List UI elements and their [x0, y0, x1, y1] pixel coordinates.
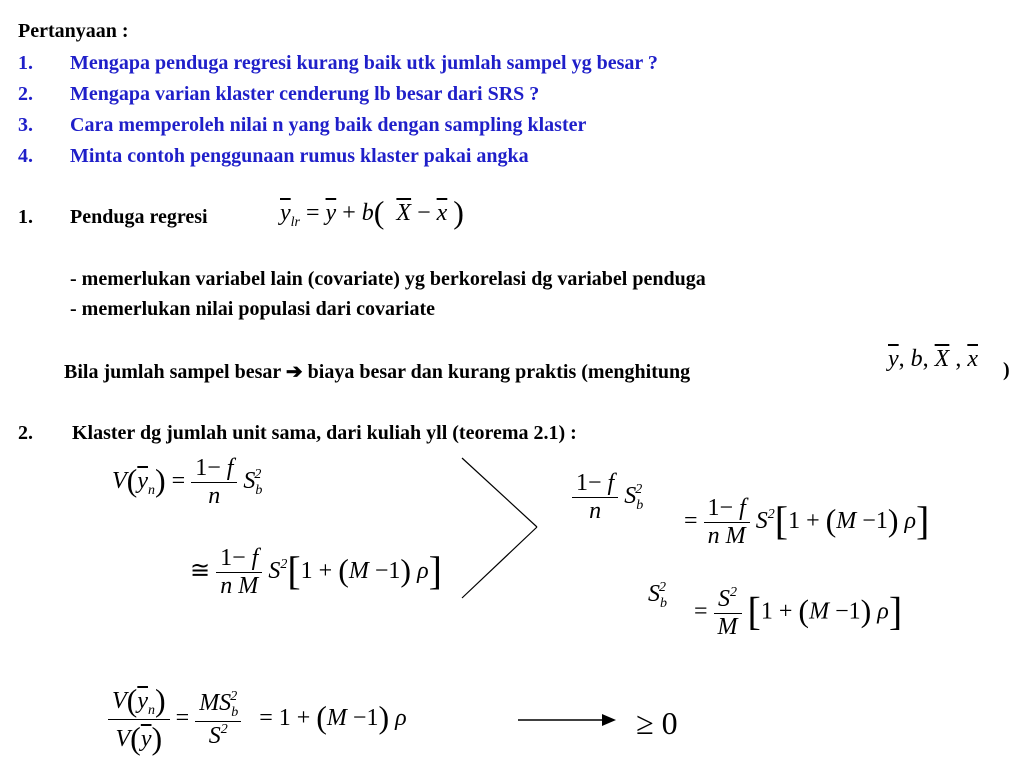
- answer-1-num: 1.: [18, 206, 33, 228]
- question-3-text: Cara memperoleh nilai n yang baik dengan sampling klaster: [70, 114, 587, 136]
- result-nonnegative: ≥ 0: [636, 705, 678, 741]
- question-1-text: Mengapa penduga regresi kurang baik utk jumlah sampel yg besar ?: [70, 52, 658, 74]
- quantities-formula: $\overline{y}$, b, $\overline{X}$ , $\overline{x}$: [888, 346, 978, 372]
- design-effect-formula: $\frac{V(\overline{y}_n)}{V(\overline{y})}$ = $\frac{MS_b^2}{S^2}$ = 1 + (M −1) ρ: [108, 682, 407, 757]
- between-variance-rhs-formula: = $\frac{S^2}{M}$ [1 + (M −1) ρ]: [694, 585, 903, 640]
- question-2-num: 2.: [18, 83, 33, 105]
- regression-estimator-formula: $\overline{y}_{lr} = \overline{y} + b$( $\overline{X} - \overline{x}$ ): [280, 194, 464, 230]
- answer-2-num: 2.: [18, 422, 33, 444]
- answer-1-bullet-2: - memerlukan nilai populasi dari covariate: [70, 298, 435, 320]
- between-variance-formula: $S_b^2$: [648, 580, 667, 611]
- question-2-text: Mengapa varian klaster cenderung lb besar dari SRS ?: [70, 83, 540, 105]
- question-1-num: 1.: [18, 52, 33, 74]
- cost-text-2: biaya besar dan kurang praktis (menghitung: [307, 361, 691, 383]
- variance-approx-formula: ≅ $\frac{1- f}{\text{n M}}$ $S^2[1 + (M -1)$ ρ]: [190, 545, 442, 599]
- question-3-num: 3.: [18, 114, 33, 136]
- variance-formula: $V(\overline{y}_n)$ = $\frac{1- f}{n}$ $S_b^2$: [112, 455, 263, 509]
- equality-rhs-formula: = $\frac{1- f}{\text{n M}}$ $S^2[1 + (M -1)$ ρ]: [684, 495, 930, 549]
- question-4-text: Minta contoh penggunaan rumus klaster pakai angka: [70, 145, 529, 167]
- answer-1-title: Penduga regresi: [70, 206, 208, 228]
- cost-close-paren: ): [1003, 359, 1010, 381]
- answer-2-text: Klaster dg jumlah unit sama, dari kuliah yll (teorema 2.1) :: [72, 422, 577, 444]
- answer-1-bullet-1: - memerlukan variabel lain (covariate) yg berkorelasi dg variabel penduga: [70, 268, 706, 290]
- cost-text: Bila jumlah sampel besar: [64, 361, 281, 383]
- right-arrow-icon: ➔: [285, 361, 303, 383]
- equality-fraction-formula: $\frac{1- f}{n}$ $S_b^2$: [572, 470, 642, 525]
- question-4-num: 4.: [18, 145, 33, 167]
- questions-header: Pertanyaan :: [18, 20, 129, 42]
